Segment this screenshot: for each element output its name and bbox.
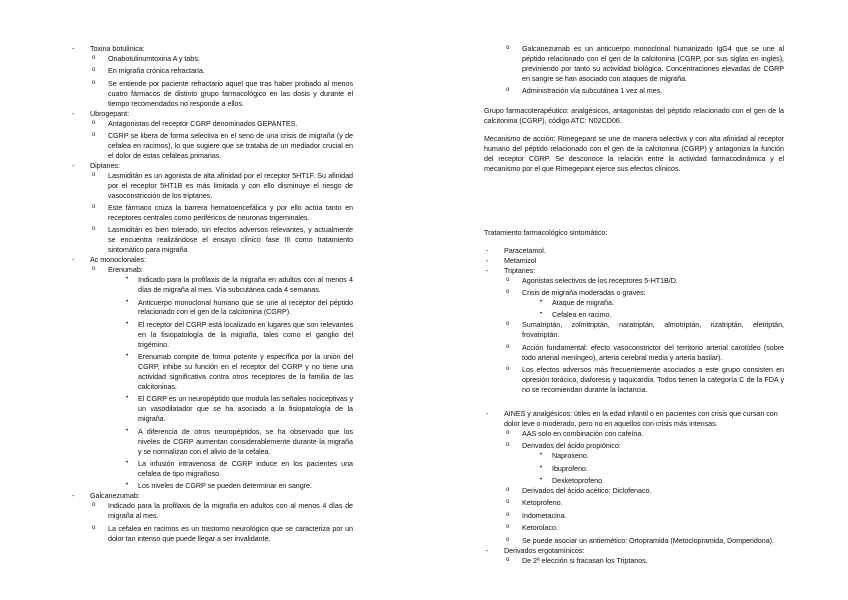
section-ubrogepant: - Ubrogepant:: [72, 108, 130, 118]
list-item: • A diferencia de otros neuropéptidos, se ha observado que los niveles de CGRP aumentan considerablemente durante la migraña y se normalizan con el alivio de la cefalea.: [126, 426, 353, 456]
list-item: • Erenumab compite de forma potente y específica por la unión del CGRP, inhibe su función en el receptor del CGRP y no tiene una actividad significativa contra otros receptores de la familia de las calcitoninas.: [126, 352, 353, 391]
list-item: o Ketoprofeno.: [506, 498, 563, 508]
square-bullet-icon: •: [126, 276, 129, 283]
list-item: • El CGRP es un neuropéptido que modula las señales nociceptivas y un vasodilatador que se ha asociado a la fisiopatología de la migraña.: [126, 394, 353, 424]
square-bullet-icon: •: [126, 427, 129, 434]
list-item: - Metamizol: [486, 255, 537, 265]
square-bullet-icon: •: [126, 395, 129, 402]
circle-bullet-icon: o: [92, 204, 96, 211]
list-item: • Ataque de migraña.: [540, 297, 614, 307]
list-item: o La cefalea en racimos es un trastorno neurológico que se caracteriza por un dolor tan intenso que puede llegar a ser invalidante.: [92, 523, 353, 543]
circle-bullet-icon: o: [92, 67, 96, 74]
list-item: • Anticuerpo monoclonal humano que se une al receptor del péptido relacionado con el gen de la calcitonina (CGRP).: [126, 297, 353, 317]
circle-bullet-icon: o: [506, 524, 510, 531]
circle-bullet-icon: o: [506, 276, 510, 283]
list-item: - Paracetamol.: [486, 245, 546, 255]
section-title: Diptanes:: [90, 160, 120, 170]
section-title: Galcanezumab:: [90, 491, 140, 501]
left-column: [70, 44, 353, 544]
circle-bullet-icon: o: [506, 343, 510, 350]
tratamiento-heading: Tratamiento farmacológico sintomático:: [484, 227, 608, 237]
grupo-paragraph: Grupo farmacoterapéutico: analgésicos, antagonistas del péptido relacionado con el gen de la calcitonina (CGRP), código ATC: N02CD06.: [484, 106, 784, 126]
list-item: • Indicado para la profilaxis de la migraña en adultos con al menos 4 días de migraña al mes. Vía subcutánea cada 4 semanas.: [126, 275, 353, 295]
list-item: o Ketorolaco.: [506, 523, 558, 533]
list-item: o Derivados del ácido acético: Diclofenaco.: [506, 485, 652, 495]
section-title: Ac monoclonales:: [90, 255, 146, 265]
list-item: • Dexketoprofeno.: [540, 476, 604, 485]
square-bullet-icon: •: [540, 311, 543, 318]
circle-bullet-icon: o: [506, 536, 510, 543]
section-ac-monoclonales: - Ac monoclonales:: [72, 255, 146, 265]
section-ergotaminicos: - Derivados ergotamínicos:: [486, 545, 585, 555]
circle-bullet-icon: o: [506, 486, 510, 493]
circle-bullet-icon: o: [506, 499, 510, 506]
list-item: o De 2ª elección si fracasan los Triptanos.: [506, 555, 648, 565]
list-item: o Crisis de migraña moderadas o graves:: [506, 288, 646, 297]
section-title: Toxina botulínica:: [90, 44, 145, 53]
square-bullet-icon: •: [126, 482, 129, 489]
circle-bullet-icon: o: [92, 266, 96, 273]
circle-bullet-icon: o: [92, 171, 96, 178]
square-bullet-icon: •: [540, 464, 543, 471]
section-aines: - AINES y analgésicos: útiles en la edad infantil o en pacientes con crisis que cursan con dolor leve o moderado, pero no en aquellos con crisis más intensas.: [486, 408, 778, 428]
list-item: • El receptor del CGRP está localizado en lugares que son relevantes en la fisiopatología de la migraña, tales como el ganglio del trigémino.: [126, 319, 353, 349]
list-item: o Acción fundamental: efecto vasoconstrictor del territorio arterial carotídeo (sobre todo arterial meníngeo), arteria cerebral media y arteria basilar).: [506, 342, 784, 362]
circle-bullet-icon: o: [506, 87, 510, 94]
list-item: o Onabotulinumtoxina A y tabs.: [92, 53, 200, 63]
square-bullet-icon: •: [540, 298, 543, 305]
list-item: o En migraña crónica refractaria.: [92, 66, 205, 76]
circle-bullet-icon: o: [92, 524, 96, 531]
list-item: o Galcanezumab es un anticuerpo monoclonal humanizado IgG4 que se une al péptido relacionado con el gen de la calcitonina (CGRP, por sus siglas en inglés), previniendo por tanto su actividad biológica. Concentraciones elevadas de CGRP en sangre se han asociado con ataques de migraña.: [506, 44, 784, 83]
square-bullet-icon: •: [126, 298, 129, 305]
section-title: Ubrogepant:: [90, 108, 130, 118]
mecanismo-paragraph: Mecanismo de acción: Rimegepant se une de manera selectiva y con alta afinidad al receptor humano del péptido relacionado con el gen de la calcitonina (CGRP) y antagoniza la función del receptor CGRP. Se desconoce la relación entre la actividad farmacodinámica y el mecanismo por el que Rimegepant ejerce sus efectos clínicos.: [484, 134, 784, 173]
circle-bullet-icon: o: [92, 119, 96, 126]
list-item: • Cefalea en racimo.: [540, 310, 612, 320]
circle-bullet-icon: o: [92, 79, 96, 86]
circle-bullet-icon: o: [506, 289, 510, 295]
square-bullet-icon: •: [126, 320, 129, 327]
list-item: • La infusión intravenosa de CGRP induce en los pacientes una cefalea de tipo migrañoso.: [126, 459, 353, 478]
circle-bullet-icon: o: [92, 502, 96, 509]
subsection-erenumab: o Erenumab:: [92, 265, 143, 275]
list-item: o CGRP se libera de forma selectiva en el seno de una crisis de migraña (y de cefalea en racimos), lo que sugiere que se trataba de un mediador crucial en el dolor de estas cefaleas primarias.: [92, 131, 353, 160]
list-item: o Se entiende por paciente refractario aquel que tras haber probado al menos cuatro fármacos de distinto grupo farmacológico en las dosis y durante el tiempo recomendados no responde a ellos.: [92, 78, 353, 108]
circle-bullet-icon: o: [506, 442, 510, 449]
list-item: o Agonistas selectivos de los receptores 5-HT1B/D.: [506, 275, 678, 285]
list-item: o Sumatriptán, zolmitriptán, naratriptán, almotriptán, rizatriptán, eletriptán, frovatriptán.: [506, 320, 784, 340]
list-item: o Derivados del ácido propiónico:: [506, 441, 621, 451]
square-bullet-icon: •: [126, 460, 129, 467]
section-toxina: - Toxina botulínica:: [72, 44, 145, 53]
list-item: o AAS solo en combinación con cafeína.: [506, 428, 644, 438]
circle-bullet-icon: o: [506, 511, 510, 518]
list-item: o Los efectos adversos más frecuentemente asociados a este grupo consisten en opresión torácica, diaforesis y taquicardia. Todos tienen la categoría C de la FDA y no se recomiendan durante la lactancia.: [506, 365, 784, 394]
circle-bullet-icon: o: [92, 132, 96, 138]
list-item: • Naproxeno.: [540, 451, 589, 461]
list-item: • Ibuprofeno.: [540, 463, 588, 473]
circle-bullet-icon: o: [92, 226, 96, 233]
square-bullet-icon: •: [540, 452, 543, 459]
circle-bullet-icon: o: [506, 366, 510, 373]
circle-bullet-icon: o: [92, 54, 96, 61]
list-item: o Lasmiditán es un agonista de alta afinidad por el receptor 5HT1F. Su afinidad por el receptor 5HT1B es más limitada y con ello disminuye el riesgo de vasoconstricción de los triptanes.: [92, 170, 353, 200]
list-item: o Administración vía subcutánea 1 vez al mes.: [506, 86, 663, 96]
right-column: [484, 44, 784, 566]
list-item: o Indicado para la profilaxis de la migraña en adultos con al menos 4 días de migraña al mes.: [92, 501, 353, 521]
list-item: o Lasmiditán es bien tolerado, sin efectos adversos relevantes, y actualmente se encuentra realizándose el ensayo clínico fase III como tratamiento sintomático para migraña: [92, 225, 353, 255]
list-item: o Antagonistas del receptor CGRP denominados GEPANTES.: [92, 118, 298, 128]
circle-bullet-icon: o: [506, 45, 510, 51]
list-item: o Se puede asociar un antiemético: Ortopramida (Metoclopramida, Domperidona).: [506, 535, 774, 545]
list-item: • Los niveles de CGRP se pueden determinar en sangre.: [126, 481, 312, 491]
list-item: o Este fármaco cruza la barrera hematoencefálica y por ello actúa tanto en receptores centrales como periféricos de neuronas trigeminales.: [92, 203, 353, 222]
square-bullet-icon: •: [126, 353, 129, 360]
section-triptanes: - Triptanes:: [486, 265, 536, 275]
circle-bullet-icon: o: [506, 429, 510, 436]
list-item: o Indometacina.: [506, 510, 567, 520]
circle-bullet-icon: o: [506, 321, 510, 328]
square-bullet-icon: •: [540, 477, 543, 483]
circle-bullet-icon: o: [506, 556, 510, 563]
section-galcanezumab: - Galcanezumab:: [72, 491, 140, 501]
section-ditanes: - Diptanes:: [72, 160, 120, 170]
